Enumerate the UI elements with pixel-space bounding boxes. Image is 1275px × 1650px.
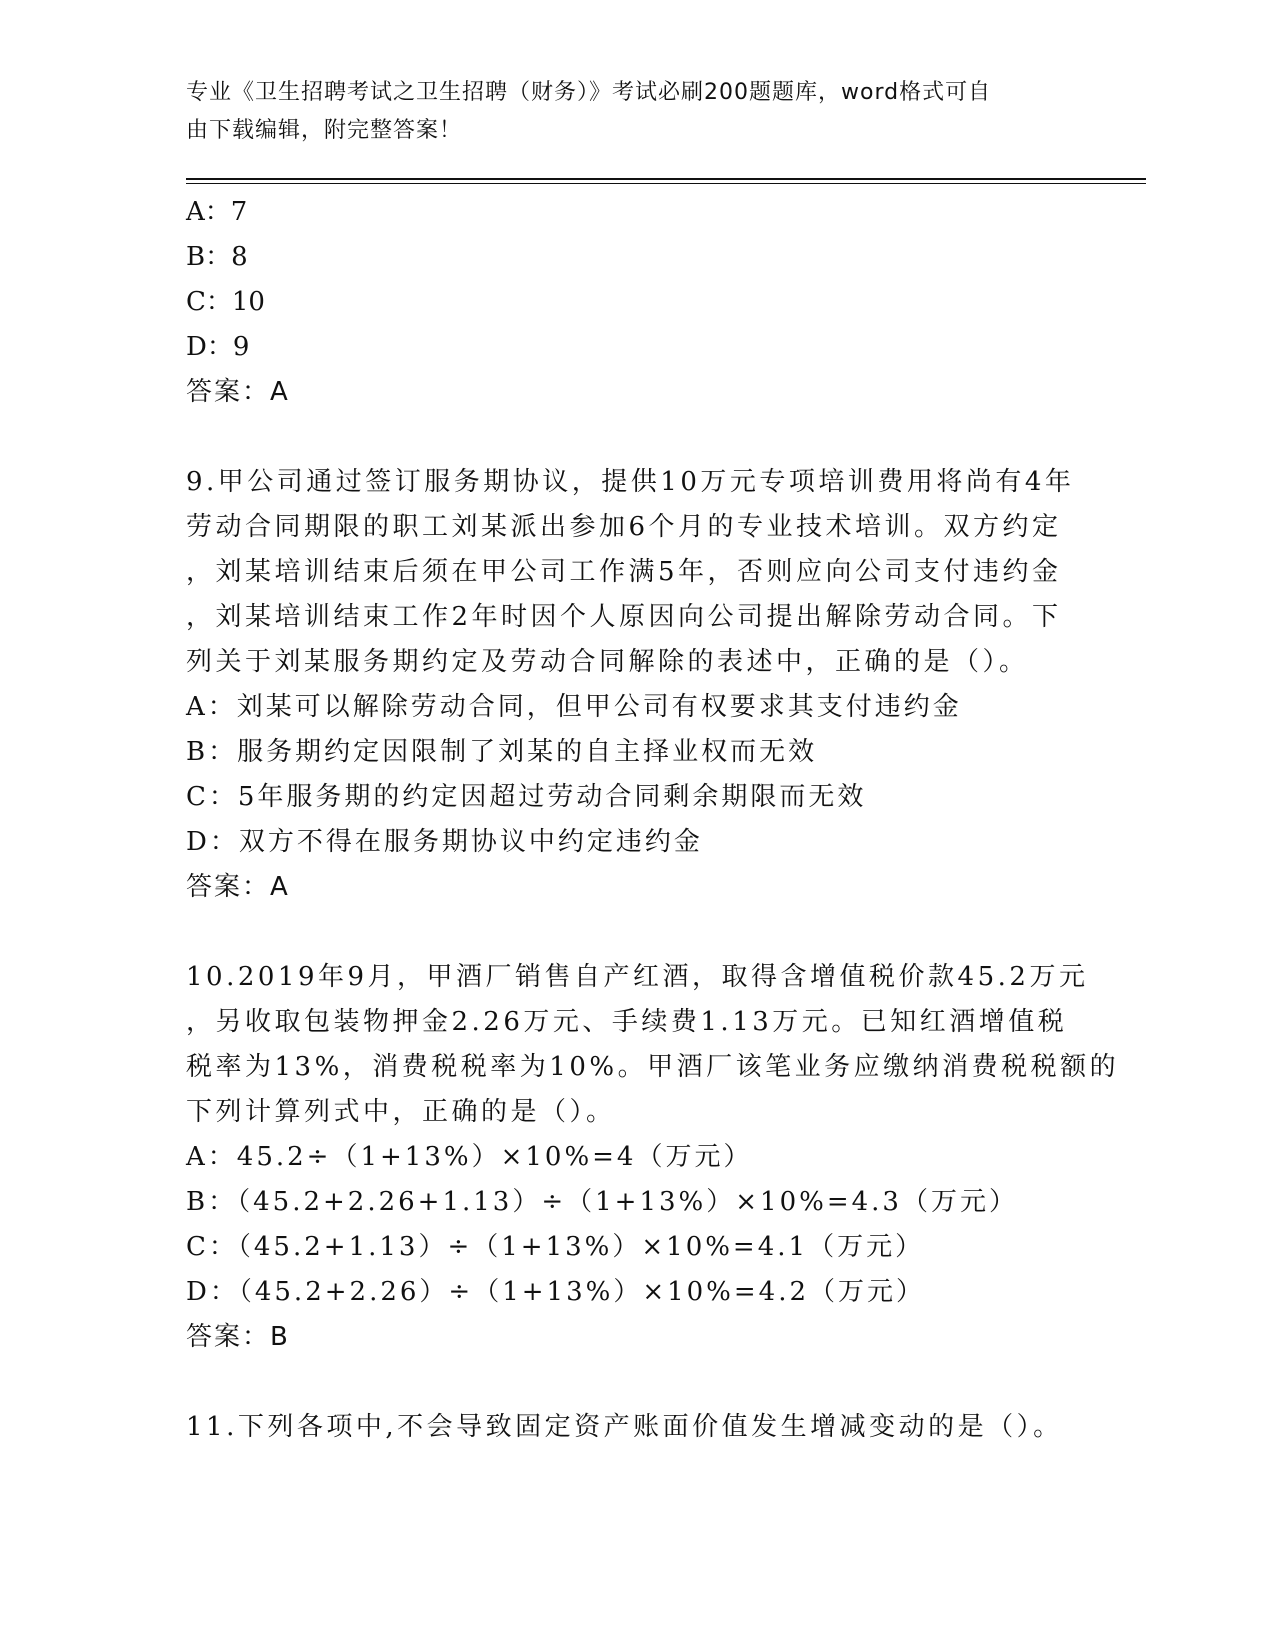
q9-text-line-4: ，刘某培训结束工作2年时因个人原因向公司提出解除劳动合同。下	[186, 602, 1062, 632]
q9-text-line-2: 劳动合同期限的职工刘某派出参加6个月的专业技术培训。双方约定	[186, 512, 1062, 542]
header-line-2: 由下载编辑，附完整答案！	[186, 118, 463, 143]
q10-option-c: C：（45.2+1.13）÷（1+13%）×10%=4.1（万元）	[186, 1232, 925, 1262]
q10-option-d: D：（45.2+2.26）÷（1+13%）×10%=4.2（万元）	[186, 1277, 926, 1307]
q9-option-a: A：刘某可以解除劳动合同，但甲公司有权要求其支付违约金	[186, 692, 962, 722]
header-line-1: 专业《卫生招聘考试之卫生招聘（财务）》考试必刷200题题库，word格式可自	[186, 80, 992, 105]
q10-option-a: A：45.2÷（1+13%）×10%=4（万元）	[186, 1142, 753, 1172]
q10-text-line-3: 税率为13%，消费税税率为10%。甲酒厂该笔业务应缴纳消费税税额的	[186, 1052, 1120, 1082]
q10-text-line-4: 下列计算列式中，正确的是（）。	[186, 1097, 616, 1127]
q9-option-b: B：服务期约定因限制了刘某的自主择业权而无效	[186, 737, 818, 767]
question-9	[186, 460, 1076, 910]
q9-text-line-1: 9.甲公司通过签订服务期协议，提供10万元专项培训费用将尚有4年	[186, 467, 1075, 497]
question-10	[186, 955, 1120, 1360]
q9-option-c: C：5年服务期的约定因超过劳动合同剩余期限而无效	[186, 782, 867, 812]
q8-option-b: B：8	[186, 242, 248, 272]
question-8	[186, 190, 1076, 415]
q11-text-line-1: 11.下列各项中,不会导致固定资产账面价值发生增减变动的是（）。	[186, 1412, 1063, 1442]
q8-answer: 答案：A	[186, 377, 290, 407]
document-header	[186, 74, 1066, 150]
spacer	[186, 910, 1076, 955]
q8-option-c: C：10	[186, 287, 265, 317]
q8-option-d: D：9	[186, 332, 250, 362]
spacer	[186, 415, 1076, 460]
q10-option-b: B：（45.2+2.26+1.13）÷（1+13%）×10%=4.3（万元）	[186, 1187, 1018, 1217]
header-rule-thin	[186, 183, 1146, 184]
document-body	[186, 190, 1120, 1450]
q10-answer: 答案：B	[186, 1322, 290, 1352]
q9-answer: 答案：A	[186, 872, 290, 902]
q9-option-d: D：双方不得在服务期协议中约定违约金	[186, 827, 703, 857]
q9-text-line-3: ，刘某培训结束后须在甲公司工作满5年，否则应向公司支付违约金	[186, 557, 1062, 587]
spacer	[186, 1360, 1076, 1405]
header-rule-thick	[186, 178, 1146, 180]
q9-text-line-5: 列关于刘某服务期约定及劳动合同解除的表述中，正确的是（）。	[186, 647, 1029, 677]
question-11	[186, 1405, 1076, 1450]
q10-text-line-2: ，另收取包装物押金2.26万元、手续费1.13万元。已知红酒增值税	[186, 1007, 1068, 1037]
q10-text-line-1: 10.2019年9月，甲酒厂销售自产红酒，取得含增值税价款45.2万元	[186, 962, 1089, 992]
q8-option-a: A：7	[186, 197, 248, 227]
